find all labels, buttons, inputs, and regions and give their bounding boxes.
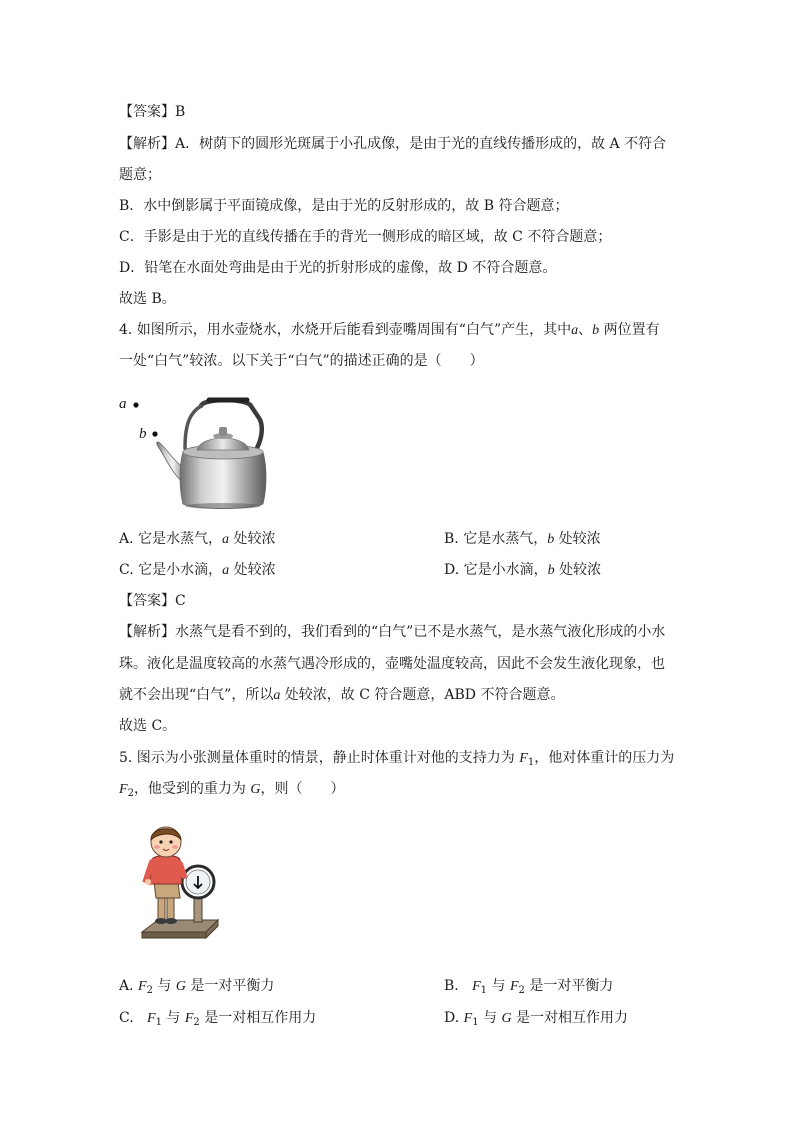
stem-sep: 、 — [578, 322, 593, 338]
point-a-dot — [133, 402, 138, 407]
option-text-end: 是一对平衡力 — [185, 978, 275, 994]
q4-option-c[interactable] — [119, 561, 276, 580]
subscript: 1 — [155, 1017, 162, 1028]
analysis-tag: 【解析】 — [119, 136, 175, 152]
var-f: F — [463, 1011, 473, 1026]
option-mid: 与 — [152, 978, 176, 994]
option-text-end: 处较浓 — [229, 531, 276, 547]
label-a: a — [119, 396, 127, 412]
q5-option-b[interactable] — [444, 977, 613, 1000]
kettle-figure — [117, 392, 277, 514]
var-f: F — [138, 979, 147, 994]
answer-value: C — [175, 593, 186, 609]
option-text: C. 它是小水滴， — [119, 562, 223, 578]
q3-analysis-line-2: 题意； — [119, 167, 161, 183]
option-mid: 与 — [478, 1010, 502, 1026]
q4-conclusion: 故选 C。 — [119, 718, 177, 734]
q5-stem-line-2 — [119, 780, 345, 803]
person-on-scale-illustration — [136, 820, 226, 948]
answer-tag: 【答案】 — [119, 593, 175, 609]
option-label: B. — [444, 978, 473, 994]
q5-option-c[interactable] — [119, 1009, 316, 1032]
option-var: a — [222, 532, 230, 547]
option-text-end: 是一对相互作用力 — [199, 1010, 317, 1026]
q3-analysis-line-3: B．水中倒影属于平面镜成像，是由于光的反射形成的，故 B 符合题意； — [119, 198, 569, 214]
option-label: C. — [119, 1010, 148, 1026]
subscript: 1 — [527, 757, 535, 768]
q5-stem-line-1 — [119, 749, 674, 772]
stem-text: 4. 如图所示，用水壶烧水，水烧开后能看到壶嘴周围有“白气”产生，其中 — [119, 322, 572, 338]
point-b-dot — [152, 431, 157, 436]
option-text: A. 它是水蒸气， — [119, 531, 223, 547]
subscript: 1 — [480, 985, 488, 996]
option-label: D. — [444, 1010, 464, 1026]
option-text-end: 是一对相互作用力 — [511, 1010, 629, 1026]
subscript: 2 — [518, 985, 525, 996]
subscript: 2 — [127, 788, 134, 799]
analysis-text: A．树荫下的圆形光斑属于小孔成像，是由于光的直线传播形成的，故 A 不符合 — [175, 136, 667, 152]
var-f: F — [509, 979, 519, 994]
var-f: F — [472, 979, 481, 994]
var-g: G — [175, 979, 186, 994]
option-var: b — [547, 563, 555, 578]
stem-text-2: 两位置有 — [599, 322, 660, 338]
stem-text: 5. 图示为小张测量体重时的情景，静止时体重计对他的支持力为 — [119, 750, 520, 766]
q4-analysis-line-1 — [119, 623, 665, 641]
q4-answer-line — [119, 592, 186, 610]
var-g: G — [501, 1011, 512, 1026]
q4-option-d[interactable] — [444, 561, 601, 580]
analysis-tag: 【解析】 — [119, 624, 175, 640]
option-text-end: 处较浓 — [229, 562, 276, 578]
var-a: a — [571, 323, 579, 338]
answer-tag: 【答案】 — [119, 104, 175, 120]
var-b: b — [592, 323, 600, 338]
var-g: G — [250, 782, 261, 797]
analysis-text: 水蒸气是看不到的，我们看到的“白气”已不是水蒸气，是水蒸气液化形成的小水 — [175, 624, 666, 640]
q3-answer-line — [119, 103, 185, 121]
option-text-end: 是一对平衡力 — [524, 978, 614, 994]
q4-option-b[interactable] — [444, 530, 601, 549]
q4-analysis-line-3 — [119, 686, 564, 705]
q3-analysis-line-4: C．手影是由于光的直线传播在手的背光一侧形成的暗区域，故 C 不符合题意； — [119, 229, 612, 245]
q3-analysis-line-1 — [119, 135, 666, 153]
option-text: D. 它是小水滴， — [444, 562, 548, 578]
option-text: B. 它是水蒸气， — [444, 531, 548, 547]
weighing-figure — [136, 820, 226, 948]
analysis-text: 就不会出现“白气”，所以 — [119, 687, 274, 703]
subscript: 1 — [472, 1017, 479, 1028]
option-mid: 与 — [161, 1010, 185, 1026]
option-text-end: 处较浓 — [554, 562, 602, 578]
q5-option-d[interactable] — [444, 1009, 628, 1032]
q3-conclusion: 故选 B。 — [119, 291, 176, 307]
q4-stem-line-1 — [119, 321, 660, 340]
var-f: F — [147, 1011, 156, 1026]
q4-option-a[interactable] — [119, 530, 275, 549]
q4-analysis-line-2: 珠。液化是温度较高的水蒸气遇冷形成的，壶嘴处温度较高，因此不会发生液化现象，也 — [119, 656, 665, 672]
analysis-var: a — [273, 688, 281, 703]
stem-text: ，他受到的重力为 — [133, 781, 251, 797]
subscript: 2 — [146, 985, 153, 996]
var-f: F — [519, 751, 528, 766]
var-f: F — [184, 1011, 194, 1026]
q3-analysis-line-5: D．铅笔在水面处弯曲是由于光的折射形成的虚像，故 D 不符合题意。 — [119, 260, 557, 276]
option-var: a — [222, 563, 230, 578]
stem-text-2: ，则（ ） — [260, 781, 345, 797]
option-mid: 与 — [487, 978, 510, 994]
kettle-illustration — [117, 392, 277, 514]
stem-text-2: ，他对体重计的压力为 — [534, 750, 675, 766]
option-text-end: 处较浓 — [554, 531, 601, 547]
q4-stem-line-2: 一处“白气”较浓。以下关于“白气”的描述正确的是（ ） — [119, 353, 484, 369]
answer-value: B — [175, 104, 186, 120]
option-label: A. — [119, 978, 139, 994]
label-b: b — [139, 426, 147, 442]
subscript: 2 — [193, 1017, 200, 1028]
q5-option-a[interactable] — [119, 977, 274, 1000]
analysis-text-end: 处较浓，故 C 符合题意，ABD 不符合题意。 — [280, 687, 565, 703]
option-var: b — [547, 532, 555, 547]
var-f: F — [119, 782, 128, 797]
